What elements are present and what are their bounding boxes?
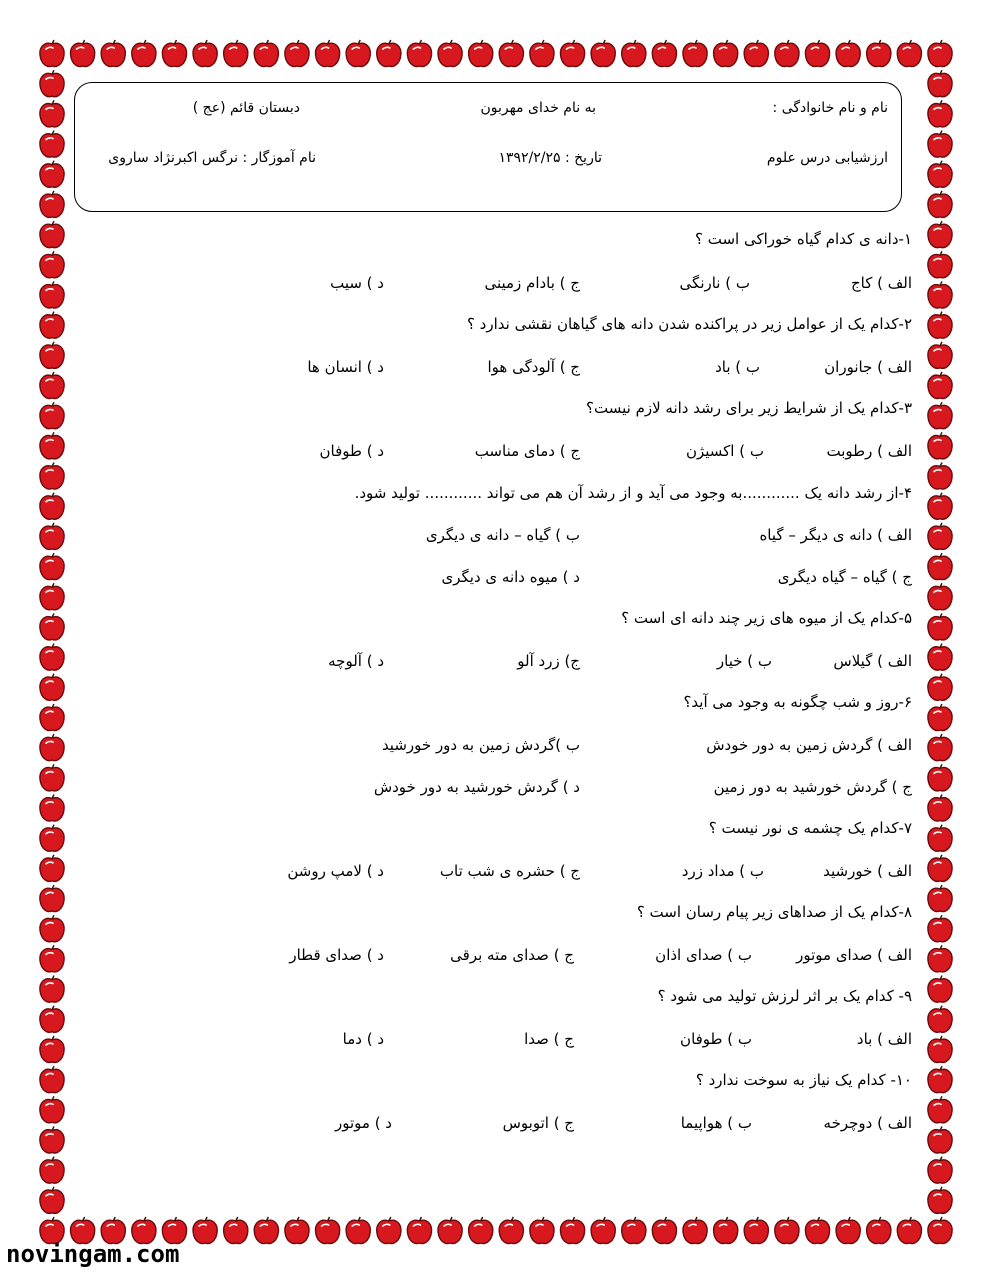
apple-border-icon [928, 1217, 952, 1244]
question-1: ۱-دانه ی کدام گیاه خوراکی است ؟ [695, 230, 912, 248]
apple-border-icon [928, 432, 952, 459]
apple-border-icon [928, 976, 952, 1003]
apple-border-icon [40, 402, 64, 429]
apple-border-icon [40, 674, 64, 701]
q1-option-c: ج ) بادام زمینی [484, 274, 580, 292]
apple-border-icon [469, 1217, 493, 1244]
q10-option-b: ب ) هواپیما [680, 1114, 752, 1132]
apple-border-icon [40, 704, 64, 731]
q10-option-d: د ) موتور [334, 1114, 392, 1132]
apple-border-icon [683, 40, 707, 67]
q3-option-c: ج ) دمای مناسب [474, 442, 580, 460]
apple-border-icon [407, 1217, 431, 1244]
question-4: ۴-از رشد دانه یک ............به وجود می آید و از رشد آن هم می تواند ............ تولید شود. [354, 484, 912, 502]
q6-option-d: د ) گردش خورشید به دور خودش [373, 778, 580, 796]
q10-option-c: ج ) اتوبوس [502, 1114, 574, 1132]
school-name: دبستان قائم (عج ) [192, 100, 300, 116]
q7-option-b: ب ) مداد زرد [681, 862, 764, 880]
apple-border-icon [928, 1066, 952, 1093]
apple-border-icon [928, 704, 952, 731]
apple-border-icon [40, 644, 64, 671]
apple-border-icon [40, 1157, 64, 1184]
apple-border-icon [224, 1217, 248, 1244]
apple-border-icon [285, 1217, 309, 1244]
apple-border-icon [683, 1217, 707, 1244]
apple-border-icon [40, 734, 64, 761]
apple-border-icon [40, 131, 64, 158]
apple-border-icon [928, 825, 952, 852]
question-3: ۳-کدام یک از شرایط زیر برای رشد دانه لازم نیست؟ [586, 399, 912, 417]
apple-border-icon [40, 463, 64, 490]
apple-border-icon [928, 553, 952, 580]
q9-option-a: الف ) باد [856, 1030, 912, 1048]
q4-option-a: الف ) دانه ی دیگر – گیاه [759, 526, 912, 544]
q1-option-a: الف ) کاج [850, 274, 912, 292]
apple-border-icon [928, 372, 952, 399]
q7-option-d: د ) لامپ روشن [287, 862, 384, 880]
apple-border-icon [254, 1217, 278, 1244]
apple-border-icon [897, 1217, 921, 1244]
q10-option-a: الف ) دوچرخه [823, 1114, 912, 1132]
apple-border-icon [40, 1187, 64, 1214]
apple-border-icon [40, 1036, 64, 1063]
apple-border-icon [652, 1217, 676, 1244]
question-7: ۷-کدام یک چشمه ی نور نیست ؟ [708, 819, 912, 837]
question-2: ۲-کدام یک از عوامل زیر در پراکنده شدن دانه های گیاهان نقشی ندارد ؟ [466, 315, 912, 333]
apple-border-icon [897, 40, 921, 67]
apple-border-icon [928, 251, 952, 278]
apple-border-icon [40, 100, 64, 127]
apple-border-icon [40, 493, 64, 520]
q3-option-b: ب ) اکسیژن [685, 442, 764, 460]
apple-border-icon [40, 1096, 64, 1123]
apple-border-icon [928, 794, 952, 821]
q4-option-b: ب ) گیاه – دانه ی دیگری [425, 526, 580, 544]
apple-border-icon [928, 1006, 952, 1033]
apple-border-icon [652, 40, 676, 67]
apple-border-icon [928, 312, 952, 339]
q6-option-b: ب )گردش زمین به دور خورشید [381, 736, 580, 754]
apple-border-icon [40, 40, 64, 67]
q6-option-c: ج ) گردش خورشید به دور زمین [713, 778, 912, 796]
apple-border-icon [867, 40, 891, 67]
apple-border-icon [867, 1217, 891, 1244]
apple-border-icon [40, 794, 64, 821]
apple-border-icon [40, 855, 64, 882]
apple-border-icon [40, 70, 64, 97]
apple-border-icon [40, 976, 64, 1003]
apple-border-icon [407, 40, 431, 67]
q8-option-d: د ) صدای قطار [289, 946, 384, 964]
q4-option-c: ج ) گیاه – گیاه دیگری [777, 568, 912, 586]
apple-border-icon [40, 613, 64, 640]
apple-border-icon [744, 1217, 768, 1244]
q1-option-b: ب ) نارنگی [679, 274, 750, 292]
apple-border-icon [622, 1217, 646, 1244]
q9-option-d: د ) دما [342, 1030, 384, 1048]
apple-border-icon [40, 312, 64, 339]
apple-border-icon [775, 40, 799, 67]
apple-border-icon [928, 583, 952, 610]
q7-option-a: الف ) خورشید [823, 862, 912, 880]
apple-border-icon [132, 40, 156, 67]
apple-border-icon [40, 191, 64, 218]
q6-option-a: الف ) گردش زمین به دور خودش [706, 736, 912, 754]
q5-option-c: ج) زرد آلو [517, 652, 580, 670]
site-watermark[interactable]: novingam.com [6, 1240, 180, 1268]
apple-border-icon [40, 161, 64, 188]
apple-border-icon [928, 221, 952, 248]
apple-border-icon [622, 40, 646, 67]
q5-option-b: ب ) خیار [716, 652, 772, 670]
apple-border-icon [928, 764, 952, 791]
apple-border-icon [469, 40, 493, 67]
question-10: ۱۰- کدام یک نیاز به سوخت ندارد ؟ [695, 1071, 912, 1089]
apple-border-icon [40, 281, 64, 308]
q5-option-d: د ) آلوچه [328, 652, 384, 670]
apple-border-icon [530, 1217, 554, 1244]
apple-border-icon [714, 1217, 738, 1244]
apple-border-icon [40, 1066, 64, 1093]
apple-border-icon [40, 825, 64, 852]
q5-option-a: الف ) گیلاس [833, 652, 912, 670]
apple-border-icon [928, 1187, 952, 1214]
question-5: ۵-کدام یک از میوه های زیر چند دانه ای است ؟ [621, 609, 912, 627]
apple-border-icon [591, 1217, 615, 1244]
apple-border-icon [40, 553, 64, 580]
apple-border-icon [928, 100, 952, 127]
apple-border-icon [40, 251, 64, 278]
bismillah-title: به نام خدای مهربون [480, 100, 596, 116]
exam-title: ارزشیابی درس علوم [766, 150, 888, 166]
apple-border-icon [438, 1217, 462, 1244]
q1-option-d: د ) سیب [330, 274, 384, 292]
apple-border-icon [836, 1217, 860, 1244]
apple-border-icon [40, 764, 64, 791]
q8-option-c: ج ) صدای مته برقی [450, 946, 574, 964]
apple-border-icon [438, 40, 462, 67]
apple-border-icon [928, 463, 952, 490]
q8-option-b: ب ) صدای اذان [655, 946, 752, 964]
apple-border-icon [928, 131, 952, 158]
teacher-name: نام آموزگار : نرگس اکبرنژاد ساروی [108, 150, 316, 166]
q9-option-b: ب ) طوفان [680, 1030, 752, 1048]
apple-border-icon [40, 1006, 64, 1033]
apple-border-icon [162, 40, 186, 67]
apple-border-icon [744, 40, 768, 67]
q2-option-d: د ) انسان ها [307, 358, 384, 376]
apple-border-icon [836, 40, 860, 67]
apple-border-icon [928, 674, 952, 701]
exam-date: تاریخ : ۱۳۹۲/۲/۲۵ [498, 150, 602, 166]
apple-border-icon [928, 945, 952, 972]
apple-border-icon [928, 161, 952, 188]
apple-border-icon [928, 40, 952, 67]
apple-border-icon [315, 40, 339, 67]
q2-option-a: الف ) جانوران [824, 358, 912, 376]
apple-border-icon [193, 40, 217, 67]
question-6: ۶-روز و شب چگونه به وجود می آید؟ [683, 693, 912, 711]
apple-border-icon [591, 40, 615, 67]
apple-border-icon [928, 734, 952, 761]
apple-border-icon [928, 855, 952, 882]
apple-border-icon [775, 1217, 799, 1244]
apple-border-icon [40, 885, 64, 912]
apple-border-icon [560, 1217, 584, 1244]
apple-border-icon [346, 40, 370, 67]
apple-border-icon [40, 915, 64, 942]
apple-border-icon [40, 523, 64, 550]
q3-option-d: د ) طوفان [319, 442, 384, 460]
apple-border-icon [254, 40, 278, 67]
apple-border-icon [928, 1126, 952, 1153]
apple-border-icon [805, 40, 829, 67]
apple-border-icon [377, 1217, 401, 1244]
apple-border-icon [928, 644, 952, 671]
apple-border-icon [530, 40, 554, 67]
q2-option-c: ج ) آلودگی هوا [487, 358, 580, 376]
apple-border-icon [714, 40, 738, 67]
apple-border-icon [40, 342, 64, 369]
q3-option-a: الف ) رطوبت [826, 442, 912, 460]
apple-border-icon [928, 1157, 952, 1184]
q8-option-a: الف ) صدای موتور [796, 946, 912, 964]
apple-border-icon [928, 613, 952, 640]
apple-border-icon [101, 40, 125, 67]
apple-border-icon [928, 523, 952, 550]
apple-border-icon [499, 1217, 523, 1244]
q7-option-c: ج ) حشره ی شب تاب [439, 862, 580, 880]
apple-border-icon [40, 945, 64, 972]
apple-border-icon [928, 402, 952, 429]
apple-border-icon [928, 1096, 952, 1123]
student-name-label: نام و نام خانوادگی : [772, 100, 888, 116]
apple-border-icon [40, 221, 64, 248]
apple-border-icon [71, 40, 95, 67]
apple-border-icon [40, 583, 64, 610]
q2-option-b: ب ) باد [715, 358, 760, 376]
apple-border-icon [224, 40, 248, 67]
apple-border-icon [805, 1217, 829, 1244]
apple-border-icon [928, 1036, 952, 1063]
apple-border-icon [40, 372, 64, 399]
apple-border-icon [40, 1126, 64, 1153]
apple-border-icon [193, 1217, 217, 1244]
apple-border-icon [315, 1217, 339, 1244]
apple-border-icon [928, 281, 952, 308]
apple-border-icon [928, 915, 952, 942]
apple-border-icon [928, 70, 952, 97]
apple-border-icon [499, 40, 523, 67]
apple-border-icon [40, 432, 64, 459]
apple-border-icon [928, 342, 952, 369]
question-9: ۹- کدام یک بر اثر لرزش تولید می شود ؟ [657, 987, 912, 1005]
apple-border-icon [346, 1217, 370, 1244]
apple-border-icon [928, 191, 952, 218]
apple-border-icon [928, 493, 952, 520]
q4-option-d: د ) میوه دانه ی دیگری [441, 568, 580, 586]
apple-border-icon [560, 40, 584, 67]
question-8: ۸-کدام یک از صداهای زیر پیام رسان است ؟ [636, 903, 912, 921]
apple-border-icon [285, 40, 309, 67]
apple-border-icon [377, 40, 401, 67]
q9-option-c: ج ) صدا [524, 1030, 574, 1048]
apple-border-icon [928, 885, 952, 912]
